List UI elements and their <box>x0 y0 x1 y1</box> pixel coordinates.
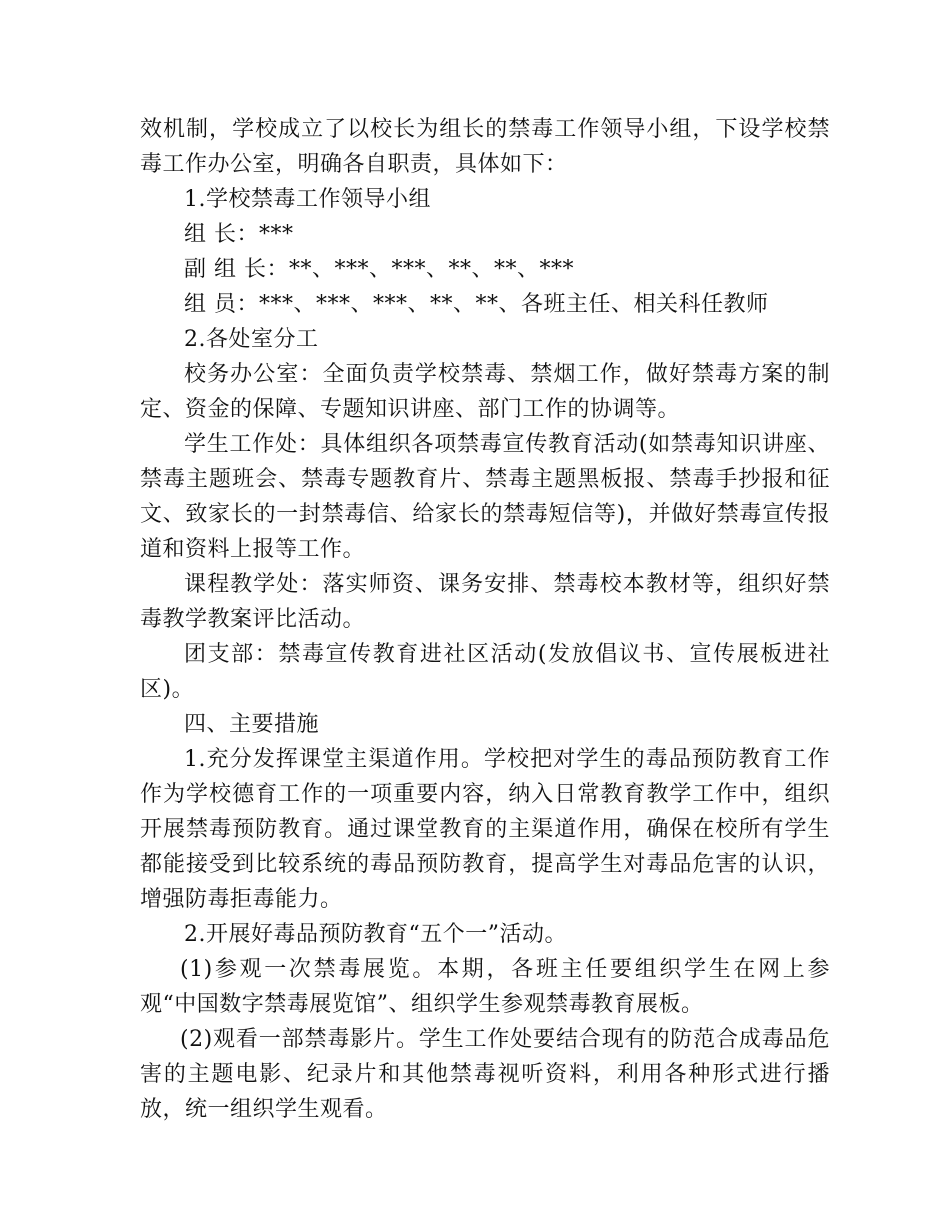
paragraph-curriculum-office: 课程教学处：落实师资、课务安排、禁毒校本教材等，组织好禁毒教学教案评比活动。 <box>140 572 830 632</box>
paragraph-admin-office: 校务办公室：全面负责学校禁毒、禁烟工作，做好禁毒方案的制定、资金的保障、专题知识讲座、部门工作的协调等。 <box>140 362 830 422</box>
section-heading-main-measures: 四、主要措施 <box>184 712 320 737</box>
paragraph-heading-division: 2.各处室分工 <box>184 327 319 352</box>
paragraph-group-members: 组 员：***、***、***、**、**、各班主任、相关科任教师 <box>184 292 769 317</box>
document-body <box>140 112 830 1127</box>
paragraph-heading-leadership-group: 1.学校禁毒工作领导小组 <box>184 187 431 212</box>
paragraph-student-affairs: 学生工作处：具体组织各项禁毒宣传教育活动(如禁毒知识讲座、禁毒主题班会、禁毒专题教育片、禁毒主题黑板报、禁毒手抄报和征文、致家长的一封禁毒信、给家长的禁毒短信等)，并做好禁毒宣传报道和资料上报等工作。 <box>140 432 830 562</box>
paragraph-measure-2: 2.开展好毒品预防教育“五个一”活动。 <box>184 922 567 947</box>
paragraph-deputy-leader: 副 组 长：**、***、***、**、**、*** <box>184 257 574 282</box>
paragraph-activity-1: (1)参观一次禁毒展览。本期，各班主任要组织学生在网上参观“中国数字禁毒展览馆”、组织学生参观禁毒教育展板。 <box>140 957 830 1017</box>
paragraph-group-leader: 组 长：*** <box>184 222 294 247</box>
paragraph-continuation: 效机制，学校成立了以校长为组长的禁毒工作领导小组，下设学校禁毒工作办公室，明确各自职责，具体如下： <box>140 117 830 177</box>
paragraph-youth-league: 团支部：禁毒宣传教育进社区活动(发放倡议书、宣传展板进社区)。 <box>140 642 830 702</box>
paragraph-measure-1: 1.充分发挥课堂主渠道作用。学校把对学生的毒品预防教育工作作为学校德育工作的一项重要内容，纳入日常教育教学工作中，组织开展禁毒预防教育。通过课堂教育的主渠道作用，确保在校所有学生都能接受到比较系统的毒品预防教育，提高学生对毒品危害的认识，增强防毒拒毒能力。 <box>140 747 830 912</box>
paragraph-activity-2: (2)观看一部禁毒影片。学生工作处要结合现有的防范合成毒品危害的主题电影、纪录片和其他禁毒视听资料，利用各种形式进行播放，统一组织学生观看。 <box>140 1027 830 1122</box>
